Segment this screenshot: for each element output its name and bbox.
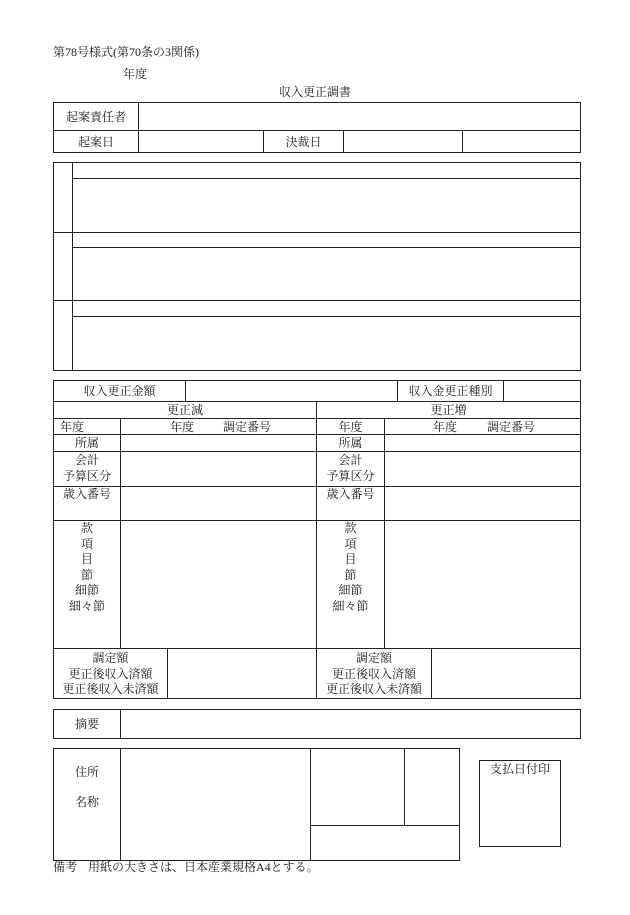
decrease-uncollected-amount-label: 更正後収入未済額 [62, 682, 159, 696]
decrease-revenue-number-value-cell [120, 486, 317, 521]
decrease-assessment-number-label: 調定番号 [223, 419, 272, 434]
decrease-year-number-cell [120, 418, 317, 435]
section-2-side-cell [53, 232, 73, 301]
decrease-classification-moku: 目 [80, 552, 93, 567]
decision-date-label-cell [263, 130, 344, 153]
decision-date-value-cell [343, 130, 463, 153]
decrease-classification-saisaisetsu: 細々節 [68, 598, 105, 613]
increase-year-number-cell [384, 418, 581, 435]
increase-heading-cell [316, 401, 581, 419]
decrease-classification-value-cell [120, 520, 317, 649]
increase-account-label: 会計 [338, 453, 363, 467]
draft-date-label: 起案日 [77, 134, 114, 149]
increase-department-label: 所属 [338, 436, 363, 450]
decrease-classification-kan: 款 [80, 521, 93, 535]
decision-date-label: 決裁日 [285, 134, 322, 149]
increase-collected-amount-label: 更正後収入済額 [331, 666, 416, 681]
increase-classification-moku: 目 [344, 552, 357, 567]
payee-right-lower-cell [310, 825, 460, 861]
increase-classification-label-cell [316, 520, 385, 649]
correction-type-label-cell [397, 380, 504, 402]
increase-assessment-number-label: 調定番号 [487, 419, 536, 434]
decrease-department-value-cell [120, 434, 317, 452]
increase-budget-category-label: 予算区分 [326, 469, 375, 483]
decrease-department-label-cell [53, 434, 121, 452]
form-title: 収入更正調書 [278, 85, 351, 99]
increase-classification-setsu: 節 [344, 567, 357, 582]
payee-name-label: 名称 [74, 795, 99, 809]
decrease-year-label-cell [53, 418, 121, 435]
footer-note-label: 備考 [53, 860, 78, 874]
decrease-inner-year-label: 年度 [170, 419, 195, 434]
payee-labels-cell [53, 748, 121, 861]
section-1-body-cell [72, 178, 581, 233]
section-2-header-cell [72, 232, 581, 248]
fiscal-year-label: 年度 [123, 67, 148, 81]
decrease-account-value-cell [120, 451, 317, 487]
increase-uncollected-amount-label: 更正後収入未済額 [325, 682, 422, 696]
responsible-person-value-cell [138, 102, 581, 131]
decrease-classification-saisetsu: 細節 [74, 583, 99, 598]
draft-date-label-cell [53, 130, 139, 153]
payee-right-upper-left-cell [310, 748, 405, 826]
decrease-classification-setsu: 節 [80, 567, 93, 582]
increase-account-label-cell [316, 451, 385, 487]
increase-department-label-cell [316, 434, 385, 452]
section-2-body-cell [72, 247, 581, 301]
increase-classification-saisaisetsu: 細々節 [332, 598, 369, 613]
increase-revenue-number-label: 歳入番号 [326, 487, 375, 501]
correction-type-label: 収入金更正種別 [408, 384, 493, 398]
payee-address-label: 住所 [74, 765, 99, 779]
decrease-classification-label-cell [53, 520, 121, 649]
increase-classification-value-cell [384, 520, 581, 649]
form-number: 第78号様式(第70条の3関係) [53, 45, 199, 59]
correction-amount-value-cell [185, 380, 398, 402]
summary-value-cell [120, 709, 581, 739]
increase-revenue-number-label-cell [316, 486, 385, 521]
draft-date-value-cell [138, 130, 264, 153]
decrease-heading-cell [53, 401, 317, 419]
summary-label: 摘要 [74, 717, 99, 731]
correction-amount-label: 収入更正金額 [83, 384, 156, 398]
responsible-person-label-cell [53, 102, 139, 131]
payment-date-stamp-box [479, 760, 561, 847]
responsible-person-label: 起案責任者 [65, 109, 126, 124]
decrease-account-label: 会計 [74, 453, 99, 467]
section-1-header-cell [72, 162, 581, 179]
correction-amount-label-cell [53, 380, 186, 402]
decrease-amount-labels-cell [53, 648, 168, 699]
decrease-assessed-amount-label: 調定額 [92, 651, 129, 665]
increase-amount-labels-cell [316, 648, 432, 699]
decrease-year-label: 年度 [60, 419, 85, 434]
increase-account-value-cell [384, 451, 581, 487]
section-1-side-cell [53, 162, 73, 233]
decrease-department-label: 所属 [74, 436, 99, 450]
footer-note-text: 用紙の大きさは、日本産業規格A4とする。 [88, 860, 319, 874]
approval-extra-cell [462, 130, 581, 153]
increase-assessed-amount-label: 調定額 [355, 651, 392, 665]
decrease-budget-category-label: 予算区分 [62, 469, 111, 483]
section-3-header-cell [72, 300, 581, 317]
summary-label-cell [53, 709, 121, 739]
section-3-body-cell [72, 316, 581, 371]
increase-inner-year-label: 年度 [433, 419, 458, 434]
decrease-amount-values-cell [167, 648, 317, 699]
payment-date-stamp-label: 支払日付印 [489, 762, 550, 776]
section-3-side-cell [53, 300, 73, 371]
increase-department-value-cell [384, 434, 581, 452]
decrease-collected-amount-label: 更正後収入済額 [68, 666, 153, 681]
increase-year-label-cell [316, 418, 385, 435]
decrease-revenue-number-label: 歳入番号 [62, 487, 111, 501]
increase-revenue-number-value-cell [384, 486, 581, 521]
payee-details-cell [120, 748, 311, 861]
correction-type-value-cell [503, 380, 581, 402]
decrease-heading: 更正減 [166, 403, 203, 417]
increase-year-label: 年度 [338, 419, 363, 434]
increase-heading: 更正増 [430, 403, 467, 417]
decrease-account-label-cell [53, 451, 121, 487]
payee-right-upper-right-cell [404, 748, 460, 826]
increase-classification-saisetsu: 細節 [338, 583, 363, 598]
decrease-revenue-number-label-cell [53, 486, 121, 521]
increase-classification-kou: 項 [344, 536, 357, 551]
increase-amount-values-cell [431, 648, 581, 699]
increase-classification-kan: 款 [344, 521, 357, 535]
decrease-classification-kou: 項 [80, 536, 93, 551]
